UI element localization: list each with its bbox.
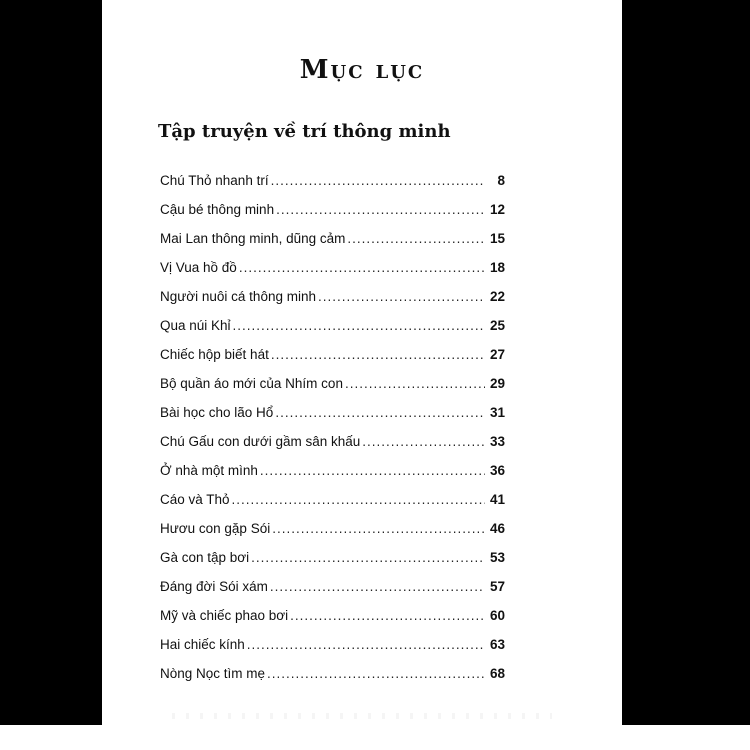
toc-entry xyxy=(160,173,505,202)
toc-entry xyxy=(160,521,505,550)
toc-entry-title: Chú Thỏ nhanh trí xyxy=(160,173,269,188)
toc-entry xyxy=(160,608,505,637)
toc-entry xyxy=(160,376,505,405)
toc-entry-page-number: 63 xyxy=(489,637,505,652)
toc-leader-dots xyxy=(347,231,485,246)
toc-entry xyxy=(160,463,505,492)
toc-leader-dots xyxy=(272,521,485,536)
toc-leader-dots xyxy=(239,260,485,275)
toc-entry-title: Nòng Nọc tìm mẹ xyxy=(160,666,266,681)
toc-leader-dots xyxy=(232,492,485,507)
toc-entry-page-number: 25 xyxy=(489,318,505,333)
toc-entry-title: Hươu con gặp Sói xyxy=(160,521,271,536)
left-black-border xyxy=(0,0,102,750)
toc-entry xyxy=(160,289,505,318)
toc-entry-title: Bài học cho lão Hổ xyxy=(160,405,274,420)
toc-entry-page-number: 31 xyxy=(489,405,505,420)
bottom-margin xyxy=(0,725,750,750)
toc-leader-dots xyxy=(362,434,485,449)
toc-leader-dots xyxy=(276,202,485,217)
toc-entry-title: Chú Gấu con dưới gầm sân khấu xyxy=(160,434,361,449)
toc-leader-dots xyxy=(271,173,485,188)
toc-entry-title: Người nuôi cá thông minh xyxy=(160,289,316,304)
toc-entry-title: Chiếc hộp biết hát xyxy=(160,347,269,362)
toc-leader-dots xyxy=(247,637,485,652)
toc-entry-title: Đáng đời Sói xám xyxy=(160,579,268,594)
toc-entry-page-number: 8 xyxy=(497,173,505,188)
toc-entry-page-number: 27 xyxy=(489,347,505,362)
toc-leader-dots xyxy=(290,608,485,623)
toc-entry xyxy=(160,260,505,289)
toc-leader-dots xyxy=(271,347,485,362)
toc-leader-dots xyxy=(275,405,485,420)
toc-entry-page-number: 22 xyxy=(489,289,505,304)
toc-entry xyxy=(160,202,505,231)
toc-entry xyxy=(160,666,505,695)
toc-entry-page-number: 60 xyxy=(489,608,505,623)
toc-entry-page-number: 46 xyxy=(489,521,505,536)
toc-entry-title: Ở nhà một mình xyxy=(160,463,258,478)
toc-leader-dots xyxy=(260,463,485,478)
toc-entry xyxy=(160,347,505,376)
toc-entry-page-number: 18 xyxy=(489,260,505,275)
toc-entry-title: Bộ quần áo mới của Nhím con xyxy=(160,376,343,391)
page-title: Mục lục xyxy=(299,55,425,85)
toc-entry-page-number: 53 xyxy=(489,550,505,565)
scan-smudge xyxy=(172,713,552,719)
toc-entry-page-number: 36 xyxy=(489,463,505,478)
right-black-border xyxy=(622,0,750,750)
toc-leader-dots xyxy=(318,289,485,304)
toc-leader-dots xyxy=(267,666,485,681)
toc-leader-dots xyxy=(270,579,485,594)
toc-entry-page-number: 29 xyxy=(489,376,505,391)
toc-entry-title: Vị Vua hồ đồ xyxy=(160,260,237,275)
toc-entry xyxy=(160,637,505,666)
toc-entry xyxy=(160,492,505,521)
section-title: Tập truyện về trí thông minh xyxy=(158,121,451,142)
document-page xyxy=(102,23,622,725)
toc-entry xyxy=(160,231,505,260)
toc-leader-dots xyxy=(251,550,485,565)
toc-entry-title: Qua núi Khỉ xyxy=(160,318,231,333)
toc-entry-title: Cậu bé thông minh xyxy=(160,202,275,217)
toc-entry-page-number: 57 xyxy=(489,579,505,594)
toc-entry-page-number: 41 xyxy=(489,492,505,507)
toc-entry xyxy=(160,579,505,608)
toc-leader-dots xyxy=(233,318,485,333)
toc-leader-dots xyxy=(345,376,485,391)
toc-entry-title: Hai chiếc kính xyxy=(160,637,245,652)
toc-entry-title: Cáo và Thỏ xyxy=(160,492,230,507)
toc-entry xyxy=(160,405,505,434)
toc-entry-page-number: 15 xyxy=(489,231,505,246)
toc-entry-title: Mỹ và chiếc phao bơi xyxy=(160,608,289,623)
toc-entry-page-number: 12 xyxy=(489,202,505,217)
toc-entry-page-number: 33 xyxy=(489,434,505,449)
table-of-contents xyxy=(160,173,505,695)
toc-entry xyxy=(160,434,505,463)
toc-entry-title: Mai Lan thông minh, dũng cảm xyxy=(160,231,346,246)
toc-entry xyxy=(160,318,505,347)
toc-entry-page-number: 68 xyxy=(489,666,505,681)
toc-entry-title: Gà con tập bơi xyxy=(160,550,250,565)
toc-entry xyxy=(160,550,505,579)
